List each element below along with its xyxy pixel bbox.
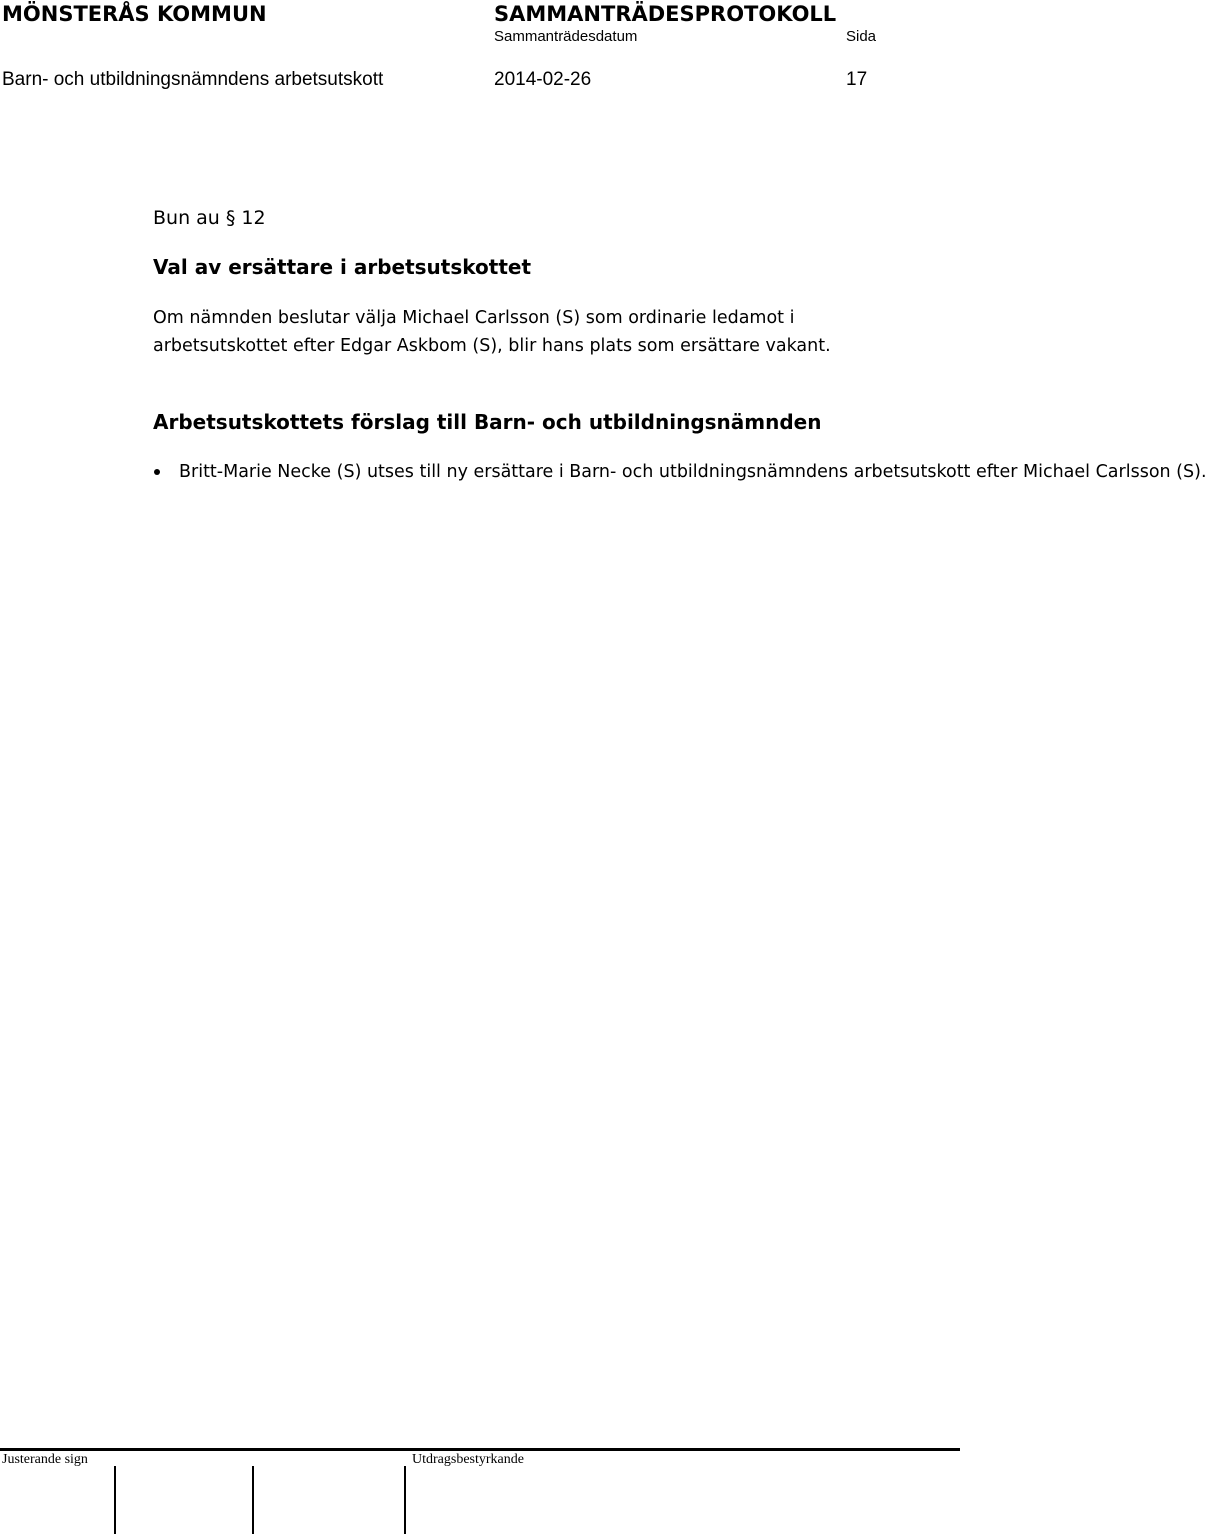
document-type: SAMMANTRÄDESPROTOKOLL (494, 2, 837, 26)
list-item (153, 458, 1207, 486)
bullet-icon (154, 469, 160, 475)
page-label: Sida (846, 28, 877, 45)
proposal-list (153, 458, 1207, 486)
signature-label: Justerande sign (2, 1452, 88, 1467)
section-body: Om nämnden beslutar välja Michael Carlsson (S) som ordinarie ledamot i arbetsutskottet efter Edgar Askbom (S), blir hans plats som ersättare vakant. (153, 308, 831, 356)
page-number: 17 (846, 69, 868, 90)
organization-name: MÖNSTERÅS KOMMUN (2, 2, 267, 26)
proposal-heading: Arbetsutskottets förslag till Barn- och utbildningsnämnden (153, 410, 822, 434)
signature-box-divider (252, 1466, 254, 1534)
certification-label: Utdragsbestyrkande (412, 1452, 524, 1467)
committee-name: Barn- och utbildningsnämndens arbetsutskott (2, 69, 384, 90)
meeting-date: 2014-02-26 (494, 69, 592, 90)
signature-box-divider (404, 1466, 406, 1534)
paragraph-id: Bun au § 12 (153, 207, 266, 229)
footer-divider (0, 1448, 960, 1451)
proposal-text: Britt-Marie Necke (S) utses till ny ersättare i Barn- och utbildningsnämndens arbetsutskott efter Michael Carlsson (S). (179, 462, 1207, 482)
meeting-date-label: Sammanträdesdatum (494, 28, 638, 45)
section-title: Val av ersättare i arbetsutskottet (153, 255, 532, 279)
signature-box-divider (114, 1466, 116, 1534)
